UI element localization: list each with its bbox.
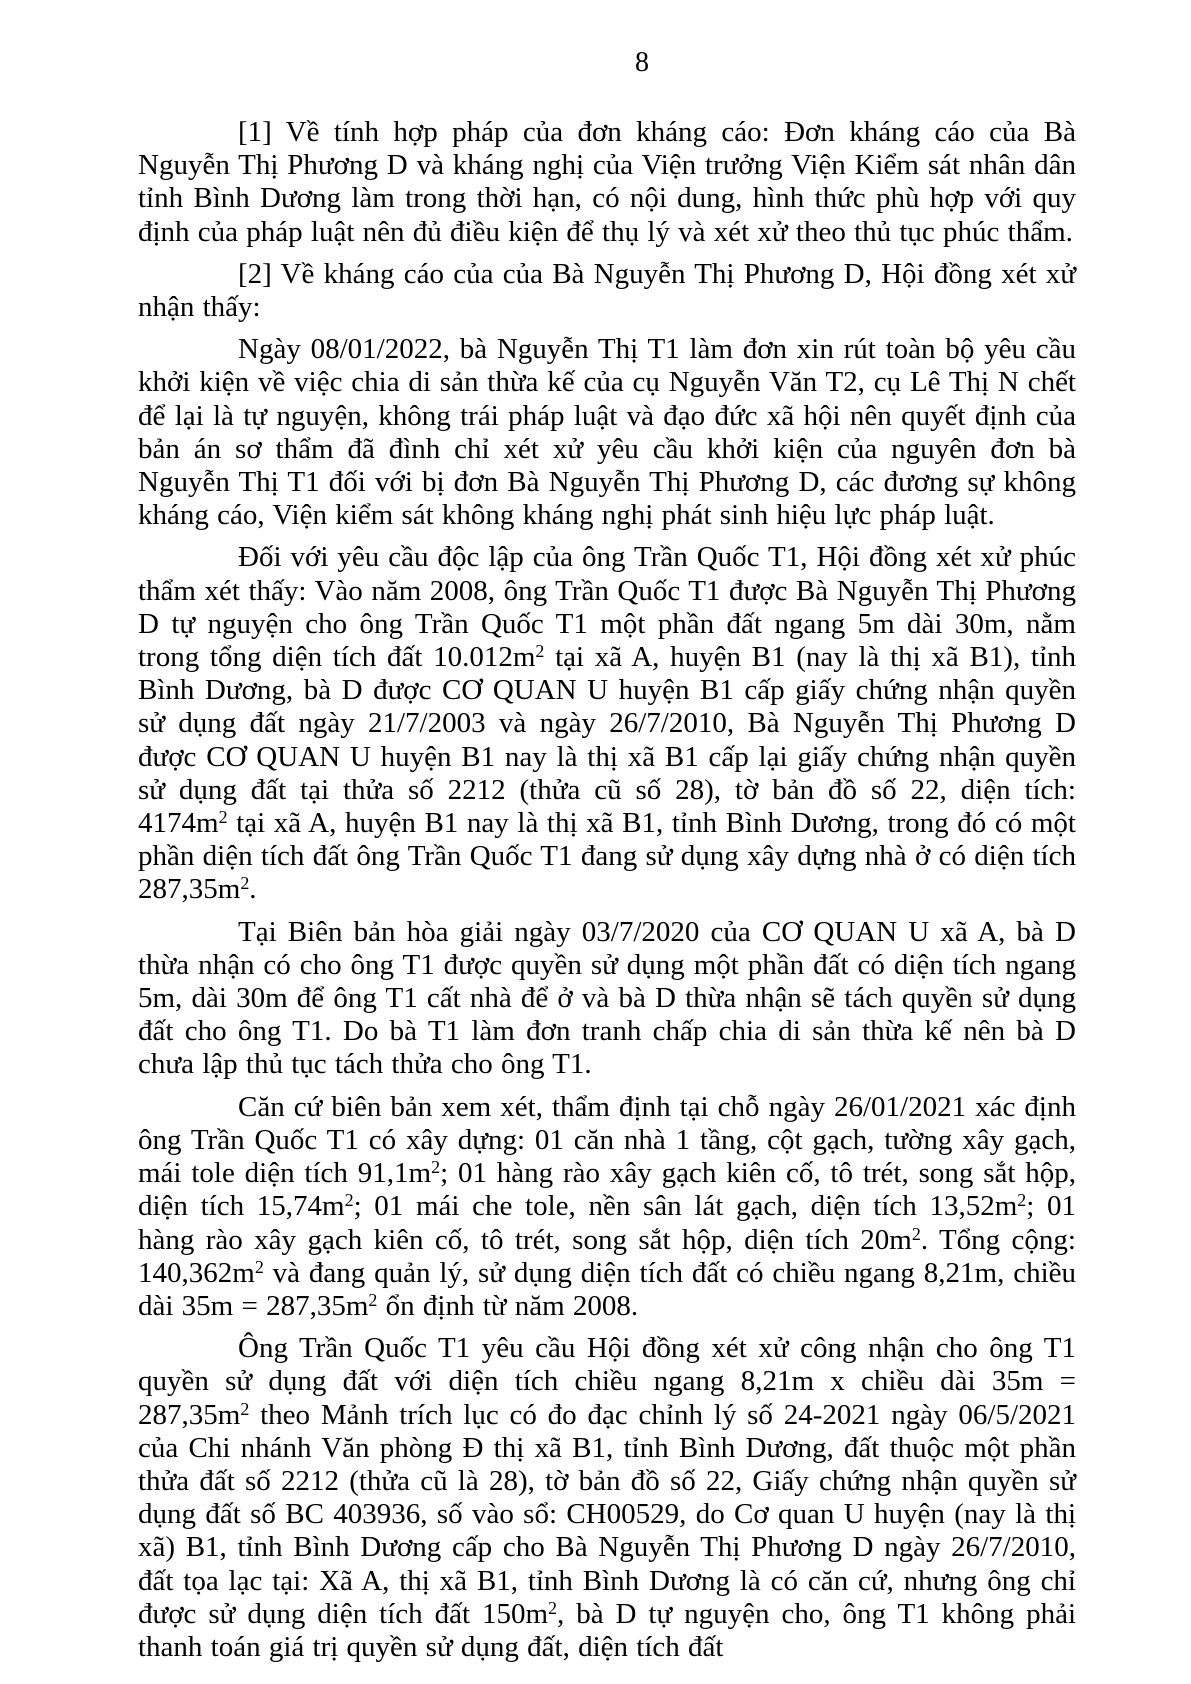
superscript-unit: 2 — [218, 807, 228, 828]
paragraph-5-mediation-record: Tại Biên bản hòa giải ngày 03/7/2020 của CƠ QUAN U xã A, bà D thừa nhận có cho ông T1 được quyền sử dụng một phần đất có diện tích ngang 5m, dài 30m để ông T1 cất nhà để ở và bà D thừa nhận sẽ tách quyền sử dụng đất cho ông T1. Do bà T1 làm đơn tranh chấp chia di sản thừa kế nên bà D chưa lập thủ tục tách thửa cho ông T1. — [138, 915, 1076, 1081]
superscript-unit: 2 — [1017, 1190, 1027, 1211]
superscript-unit: 2 — [431, 1157, 441, 1178]
paragraph-1-legality-of-appeal: [1] Về tính hợp pháp của đơn kháng cáo: Đơn kháng cáo của Bà Nguyễn Thị Phương D và kháng nghị của Viện trưởng Viện Kiểm sát nhân dân tỉnh Bình Dương làm trong thời hạn, có nội dung, hình thức phù hợp với quy định của pháp luật nên đủ điều kiện để thụ lý và xét xử theo thủ tục phúc thẩm. — [138, 116, 1076, 248]
superscript-unit: 2 — [535, 641, 545, 662]
document-body — [138, 116, 1076, 1673]
paragraph-7-request-for-recognition: Ông Trần Quốc T1 yêu cầu Hội đồng xét xử công nhận cho ông T1 quyền sử dụng đất với diện tích chiều ngang 8,21m x chiều dài $35m = 287,35m^2$ theo Mảnh trích lục có đo đạc chỉnh lý số 24-2021 ngày 06/5/2021 của Chi nhánh Văn phòng Đ thị xã B1, tỉnh Bình Dương, đất thuộc một phần thửa đất số 2212 (thửa cũ là 28), tờ bản đồ số 22, Giấy chứng nhận quyền sử dụng đất số BC 403936, số vào sổ: CH00529, do Cơ quan U huyện (nay là thị xã) B1, tỉnh Bình Dương cấp cho Bà Nguyễn Thị Phương D ngày 26/7/2010, đất tọa lạc tại: Xã A, thị xã B1, tỉnh Bình Dương là có căn cứ, nhưng ông chỉ được sử dụng diện tích đất $150m^2$, bà D tự nguyện cho, ông T1 không phải thanh toán giá trị quyền sử dụng đất, diện tích đất — [138, 1332, 1076, 1663]
superscript-unit: 2 — [240, 873, 250, 894]
superscript-unit: 2 — [240, 1398, 250, 1419]
paragraph-6-site-inspection: Căn cứ biên bản xem xét, thẩm định tại chỗ ngày 26/01/2021 xác định ông Trần Quốc T1 có xây dựng: 01 căn nhà 1 tầng, cột gạch, tường xây gạch, mái tole diện tích $91,1m^2$; 01 hàng rào xây gạch kiên cố, tô trét, song sắt hộp, diện tích $15,74m^2$; 01 mái che tole, nền sân lát gạch, diện tích $13,52m^2$; 01 hàng rào xây gạch kiên cố, tô trét, song sắt hộp, diện tích $20m^2$. Tổng cộng: $140,362m^2$ và đang quản lý, sử dụng diện tích đất có chiều ngang 8,21m, chiều dài $35m = 287,35m^2$ ổn định từ năm 2008. — [138, 1090, 1076, 1322]
superscript-unit: 2 — [368, 1289, 378, 1310]
superscript-unit: 2 — [548, 1597, 558, 1618]
superscript-unit: 2 — [254, 1256, 264, 1277]
page-number: 8 — [635, 47, 649, 78]
paragraph-2-appeal-heading: [2] Về kháng cáo của của Bà Nguyễn Thị Phương D, Hội đồng xét xử nhận thấy: — [138, 257, 1076, 324]
superscript-unit: 2 — [911, 1223, 921, 1244]
paragraph-3-withdrawal-of-claim: Ngày 08/01/2022, bà Nguyễn Thị T1 làm đơn xin rút toàn bộ yêu cầu khởi kiện về việc chia di sản thừa kế của cụ Nguyễn Văn T2, cụ Lê Thị N chết để lại là tự nguyện, không trái pháp luật và đạo đức xã hội nên quyết định của bản án sơ thẩm đã đình chỉ xét xử yêu cầu khởi kiện của nguyên đơn bà Nguyễn Thị T1 đối với bị đơn Bà Nguyễn Thị Phương D, các đương sự không kháng cáo, Viện kiểm sát không kháng nghị phát sinh hiệu lực pháp luật. — [138, 333, 1076, 532]
superscript-unit: 2 — [344, 1190, 354, 1211]
paragraph-4-independent-claim: Đối với yêu cầu độc lập của ông Trần Quốc T1, Hội đồng xét xử phúc thẩm xét thấy: Vào năm 2008, ông Trần Quốc T1 được Bà Nguyễn Thị Phương D tự nguyện cho ông Trần Quốc T1 một phần đất ngang 5m dài 30m, nằm trong tổng diện tích đất $10.012m^2$ tại xã A, huyện B1 (nay là thị xã B1), tỉnh Bình Dương, bà D được CƠ QUAN U huyện B1 cấp giấy chứng nhận quyền sử dụng đất ngày 21/7/2003 và ngày 26/7/2010, Bà Nguyễn Thị Phương D được CƠ QUAN U huyện B1 nay là thị xã B1 cấp lại giấy chứng nhận quyền sử dụng đất tại thửa số 2212 (thửa cũ số 28), tờ bản đồ số 22, diện tích: $4174m^2$ tại xã A, huyện B1 nay là thị xã B1, tỉnh Bình Dương, trong đó có một phần diện tích đất ông Trần Quốc T1 đang sử dụng xây dựng nhà ở có diện tích $287,35m^2$. — [138, 541, 1077, 906]
